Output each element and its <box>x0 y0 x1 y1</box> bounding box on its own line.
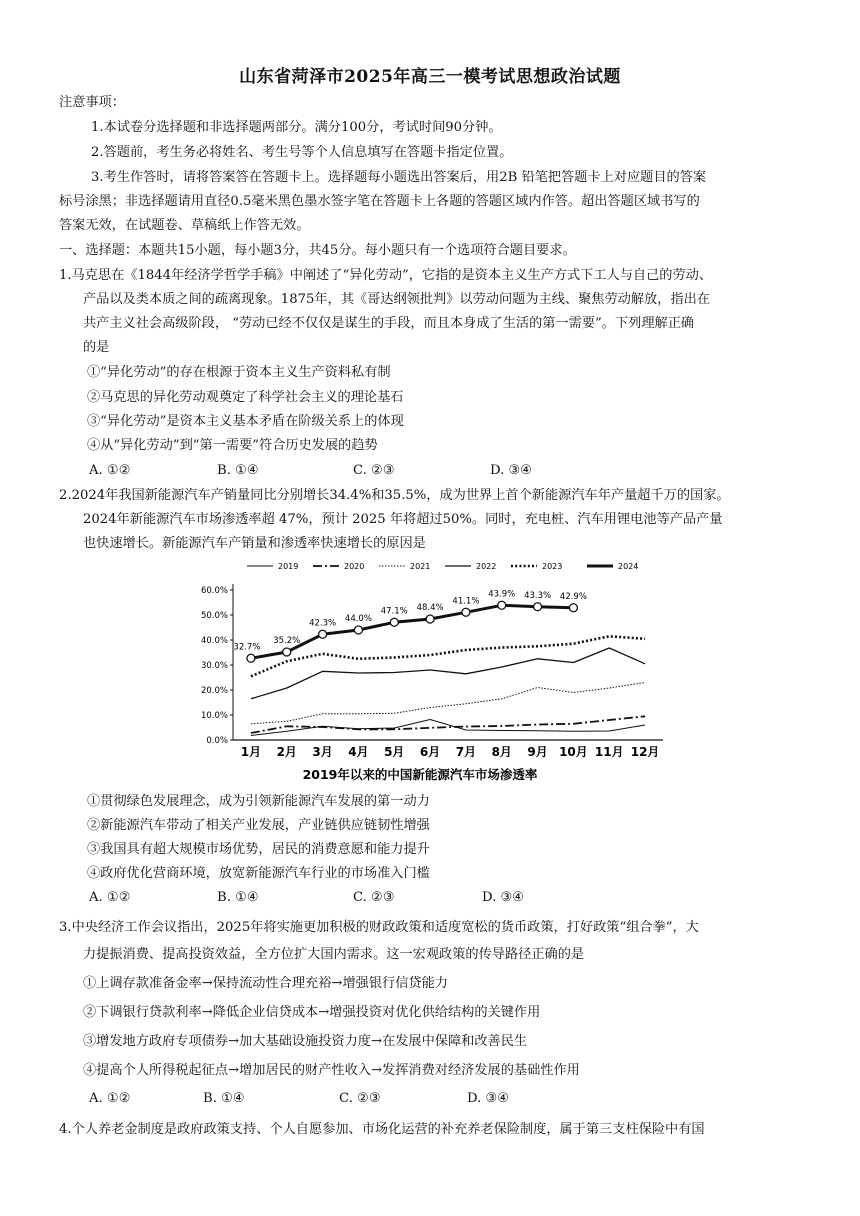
data-point <box>390 618 398 626</box>
page-title: 山东省菏泽市2025年高三一模考试思想政治试题 <box>239 67 621 87</box>
x-tick-label: 6月 <box>419 745 441 759</box>
statement: ②新能源汽车带动了相关产业发展，产业链供应链韧性增强 <box>87 818 430 833</box>
y-tick-label: 60.0% <box>200 586 228 596</box>
data-label: 43.9% <box>488 589 516 600</box>
legend-label: 2019 <box>278 562 299 571</box>
x-tick-label: 4月 <box>348 745 369 759</box>
y-tick-label: 20.0% <box>200 686 228 696</box>
option-c: C. ②③ <box>353 463 395 478</box>
question-text: 4.个人养老金制度是政府政策支持、个人自愿参加、市场化运营的补充养老保险制度，属于第三支柱保险中有国 <box>59 1122 705 1137</box>
question-text: 3.中央经济工作会议指出，2025年将实施更加积极的财政政策和适度宽松的货币政策，打好政策“组合拳”，大 <box>59 920 699 935</box>
data-label: 44.0% <box>344 614 372 624</box>
data-label: 43.3% <box>524 590 552 601</box>
chart-title: 2019年以来的中国新能源汽车市场渗透率 <box>302 767 538 782</box>
option-b: B. ①④ <box>217 890 259 905</box>
x-tick-label: 12月 <box>630 745 660 759</box>
data-point <box>354 626 362 634</box>
data-point <box>426 615 434 623</box>
data-point <box>498 601 506 609</box>
statement: ③“异化劳动”是资本主义基本矛盾在阶级关系上的体现 <box>87 414 404 429</box>
series-line <box>251 683 645 724</box>
notes-item: 1.本试卷分选择题和非选择题两部分。满分100分，考试时间90分钟。 <box>91 120 502 135</box>
chart-legend <box>247 562 638 571</box>
statement: ③我国具有超大规模市场优势，居民的消费意愿和能力提升 <box>87 842 430 857</box>
y-tick-label: 30.0% <box>200 661 228 671</box>
question-text: 共产主义社会高级阶段， “劳动已经不仅仅是谋生的手段，而且本身成了生活的第一需要”。下列理解正确 <box>83 316 695 331</box>
notes-heading: 注意事项： <box>59 95 125 110</box>
x-tick-label: 9月 <box>527 745 548 759</box>
option-b: B. ①④ <box>217 463 259 478</box>
question-text: 产品以及类本质之间的疏离现象。1875年，其《哥达纲领批判》以劳动问题为主线、聚焦劳动解放，指出在 <box>83 292 710 307</box>
statement: ①贯彻绿色发展理念，成为引领新能源汽车发展的第一动力 <box>87 794 430 809</box>
data-point <box>247 654 255 662</box>
data-point <box>569 604 577 612</box>
series-line <box>251 636 645 676</box>
option-c: C. ②③ <box>353 890 395 905</box>
statement: ②下调银行贷款利率→降低企业信贷成本→增强投资对优化供给结构的关键作用 <box>83 1005 541 1020</box>
statement: ④政府优化营商环境，放宽新能源汽车行业的市场准入门槛 <box>87 866 430 881</box>
notes-item: 答案无效，在试题卷、草稿纸上作答无效。 <box>59 218 310 233</box>
data-label: 35.2% <box>273 636 301 646</box>
notes-item: 3.考生作答时，请将答案答在答题卡上。选择题每小题选出答案后，用2B 铅笔把答题卡上对应题目的答案 <box>91 170 707 185</box>
statement: ①“异化劳动”的存在根源于资本主义生产资料私有制 <box>87 365 391 380</box>
data-point <box>319 630 327 638</box>
x-axis <box>233 740 663 759</box>
x-tick-label: 7月 <box>455 745 477 759</box>
legend-label: 2023 <box>542 562 563 571</box>
notes-item: 标号涂黑；非选择题请用直径0.5毫米黑色墨水签字笔在答题卡上各题的答题区域内作答。超出答题区域书写的 <box>59 194 700 209</box>
legend-label: 2021 <box>410 562 431 571</box>
option-a: A. ①② <box>89 463 131 478</box>
x-tick-label: 2月 <box>276 745 297 759</box>
statement: ②马克思的异化劳动观奠定了科学社会主义的理论基石 <box>87 390 404 405</box>
section-heading: 一、选择题：本题共15小题，每小题3分，共45分。每小题只有一个选项符合题目要求。 <box>59 243 576 258</box>
x-tick-label: 11月 <box>594 745 624 759</box>
x-tick-label: 8月 <box>491 745 512 759</box>
y-axis <box>201 584 233 746</box>
series-line <box>251 605 574 658</box>
x-tick-label: 5月 <box>384 745 405 759</box>
y-tick-label: 0.0% <box>206 736 228 746</box>
data-label: 41.1% <box>452 596 480 607</box>
question-text: 也快速增长。新能源汽车产销量和渗透率快速增长的原因是 <box>83 536 426 551</box>
legend-label: 2020 <box>344 562 365 571</box>
x-tick-label: 3月 <box>312 745 333 759</box>
option-a: A. ①② <box>89 890 131 905</box>
data-point <box>283 648 291 656</box>
question-text: 2024年新能源汽车市场渗透率超 47%，预计 2025 年将超过50%。同时，充电桩、汽车用锂电池等产品产量 <box>83 512 723 527</box>
statement: ④提高个人所得税起征点→增加居民的财产性收入→发挥消费对经济发展的基础性作用 <box>83 1063 580 1078</box>
y-tick-label: 10.0% <box>200 711 228 721</box>
data-label: 32.7% <box>233 642 261 653</box>
y-tick-label: 50.0% <box>200 611 228 621</box>
data-point <box>534 603 542 611</box>
x-tick-label: 10月 <box>559 745 588 759</box>
data-label: 42.3% <box>309 618 337 629</box>
statement: ④从“异化劳动”到“第一需要”符合历史发展的趋势 <box>87 438 378 453</box>
data-label: 47.1% <box>380 606 408 617</box>
option-c: C. ②③ <box>339 1091 381 1106</box>
question-text: 力提振消费、提高投资效益，全方位扩大国内需求。这一宏观政策的传导路径正确的是 <box>83 947 585 962</box>
option-d: D. ③④ <box>467 1091 510 1106</box>
legend-label: 2024 <box>618 562 639 571</box>
x-tick-label: 1月 <box>240 745 262 759</box>
statement: ①上调存款准备金率→保持流动性合理充裕→增强银行信贷能力 <box>83 976 448 991</box>
data-label: 42.9% <box>559 591 587 602</box>
notes-item: 2.答题前，考生务必将姓名、考生号等个人信息填写在答题卡指定位置。 <box>91 145 513 160</box>
data-point <box>462 608 470 616</box>
penetration-chart <box>195 558 665 784</box>
option-a: A. ①② <box>89 1091 131 1106</box>
legend-label: 2022 <box>476 562 497 571</box>
option-b: B. ①④ <box>203 1091 245 1106</box>
question-text: 1.马克思在《1844年经济学哲学手稿》中阐述了“异化劳动”，它指的是资本主义生产方式下工人与自己的劳动、 <box>59 268 713 283</box>
option-d: D. ③④ <box>482 890 525 905</box>
option-d: D. ③④ <box>490 463 533 478</box>
statement: ③增发地方政府专项债券→加大基础设施投资力度→在发展中保障和改善民生 <box>83 1034 528 1049</box>
question-text: 2.2024年我国新能源汽车产销量同比分别增长34.4%和35.5%，成为世界上首个新能源汽车年产量超千万的国家。 <box>59 488 730 503</box>
data-label: 48.4% <box>416 603 444 613</box>
question-text: 的是 <box>83 340 110 355</box>
y-tick-label: 40.0% <box>200 636 228 646</box>
